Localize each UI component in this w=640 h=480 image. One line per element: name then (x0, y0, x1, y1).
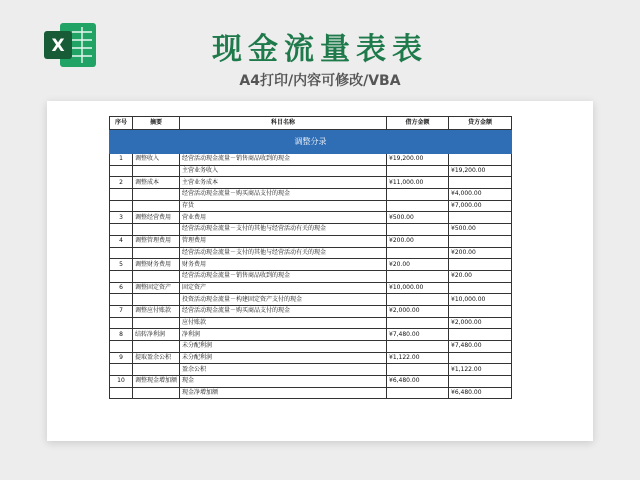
table-row (110, 282, 512, 294)
cell-summary[interactable] (133, 387, 180, 399)
col-header-no: 序号 (110, 117, 133, 130)
cell-account[interactable]: 盈余公积 (180, 364, 387, 376)
cell-no[interactable] (110, 165, 133, 177)
cell-credit[interactable] (449, 376, 512, 388)
cell-no[interactable] (110, 189, 133, 201)
cell-credit[interactable]: ¥500.00 (449, 224, 512, 236)
cell-credit[interactable]: ¥19,200.00 (449, 165, 512, 177)
cell-no[interactable] (110, 387, 133, 399)
cell-account[interactable]: 经营活动现金流量－支付的其他与经营活动有关的现金 (180, 247, 387, 259)
cell-debit[interactable]: ¥19,200.00 (387, 154, 449, 166)
table-row (110, 154, 512, 166)
cell-account[interactable]: 现金 (180, 376, 387, 388)
cell-no[interactable] (110, 247, 133, 259)
cell-credit[interactable]: ¥4,000.00 (449, 189, 512, 201)
cell-no[interactable] (110, 294, 133, 306)
cell-summary[interactable] (133, 189, 180, 201)
cell-summary[interactable]: 调整应付账款 (133, 305, 180, 317)
cell-credit[interactable]: ¥200.00 (449, 247, 512, 259)
cell-credit[interactable] (449, 177, 512, 189)
cell-account[interactable]: 存货 (180, 200, 387, 212)
table-row (110, 235, 512, 247)
cell-no[interactable] (110, 200, 133, 212)
cell-credit[interactable]: ¥7,000.00 (449, 200, 512, 212)
cell-debit[interactable] (387, 317, 449, 329)
cell-summary[interactable] (133, 341, 180, 353)
page-subtitle: A4打印/内容可修改/VBA (239, 73, 401, 89)
cell-no[interactable] (110, 270, 133, 282)
cell-debit[interactable] (387, 364, 449, 376)
cell-account[interactable]: 经营活动现金流量－销售商品收到的现金 (180, 154, 387, 166)
cell-credit[interactable]: ¥2,000.00 (449, 317, 512, 329)
page-title: 现金流量表表 (212, 32, 428, 67)
cell-summary[interactable]: 调整现金增加额 (133, 376, 180, 388)
cell-credit[interactable] (449, 154, 512, 166)
cell-debit[interactable]: ¥200.00 (387, 235, 449, 247)
cell-summary[interactable]: 结转净利润 (133, 329, 180, 341)
cell-account[interactable]: 经营活动现金流量－支付的其他与经营活动有关的现金 (180, 224, 387, 236)
cell-credit[interactable] (449, 282, 512, 294)
excel-logo-letter: X (51, 36, 65, 56)
table-row (110, 247, 512, 259)
document-page (47, 101, 593, 441)
col-header-summary: 摘要 (133, 117, 180, 130)
cell-account[interactable]: 固定资产 (180, 282, 387, 294)
cell-no[interactable]: 1 (110, 154, 133, 166)
cell-summary[interactable] (133, 317, 180, 329)
table-row (110, 294, 512, 306)
col-header-credit: 贷方金额 (449, 117, 512, 130)
cell-debit[interactable] (387, 247, 449, 259)
table-row (110, 387, 512, 399)
col-header-debit: 借方金额 (387, 117, 449, 130)
cell-debit[interactable] (387, 224, 449, 236)
cell-debit[interactable] (387, 189, 449, 201)
table-row (110, 177, 512, 189)
table-row (110, 189, 512, 201)
cell-no[interactable]: 7 (110, 305, 133, 317)
cell-credit[interactable]: ¥1,122.00 (449, 364, 512, 376)
cell-credit[interactable] (449, 212, 512, 224)
cell-debit[interactable]: ¥2,000.00 (387, 305, 449, 317)
cell-summary[interactable]: 调整管理费用 (133, 235, 180, 247)
cell-summary[interactable] (133, 294, 180, 306)
cell-credit[interactable] (449, 352, 512, 364)
table-row (110, 200, 512, 212)
cell-no[interactable]: 6 (110, 282, 133, 294)
cell-debit[interactable] (387, 341, 449, 353)
table-row (110, 305, 512, 317)
cell-account[interactable]: 现金净增加额 (180, 387, 387, 399)
cell-account[interactable]: 投资活动现金流量－构建固定资产支付的现金 (180, 294, 387, 306)
table-row (110, 224, 512, 236)
cell-account[interactable]: 主营业务收入 (180, 165, 387, 177)
cell-credit[interactable]: ¥10,000.00 (449, 294, 512, 306)
cell-summary[interactable]: 调整收入 (133, 154, 180, 166)
cell-summary[interactable]: 提取盈余公积 (133, 352, 180, 364)
table-banner: 调整分录 (110, 130, 512, 154)
table-row (110, 352, 512, 364)
cell-debit[interactable]: ¥7,480.00 (387, 329, 449, 341)
cell-no[interactable] (110, 364, 133, 376)
cell-debit[interactable] (387, 165, 449, 177)
col-header-account: 科目名称 (180, 117, 387, 130)
cell-debit[interactable]: ¥20.00 (387, 259, 449, 271)
cell-summary[interactable] (133, 200, 180, 212)
cell-credit[interactable]: ¥20.00 (449, 270, 512, 282)
cell-summary[interactable] (133, 364, 180, 376)
cell-no[interactable]: 5 (110, 259, 133, 271)
cell-account[interactable]: 主营业务成本 (180, 177, 387, 189)
cell-debit[interactable]: ¥1,122.00 (387, 352, 449, 364)
cell-account[interactable]: 未分配利润 (180, 341, 387, 353)
cell-credit[interactable]: ¥6,480.00 (449, 387, 512, 399)
cell-account[interactable]: 经营活动现金流量－销售商品收到的现金 (180, 270, 387, 282)
cell-no[interactable]: 4 (110, 235, 133, 247)
cell-no[interactable] (110, 317, 133, 329)
cell-account[interactable]: 经营活动现金流量－购买商品支付的现金 (180, 189, 387, 201)
cell-credit[interactable] (449, 305, 512, 317)
table-row (110, 329, 512, 341)
cell-account[interactable]: 未分配利润 (180, 352, 387, 364)
cell-debit[interactable] (387, 200, 449, 212)
cell-no[interactable]: 3 (110, 212, 133, 224)
cashflow-table (109, 116, 512, 399)
cell-credit[interactable] (449, 235, 512, 247)
table-row (110, 364, 512, 376)
cell-no[interactable]: 10 (110, 376, 133, 388)
cell-credit[interactable] (449, 259, 512, 271)
cell-debit[interactable]: ¥500.00 (387, 212, 449, 224)
cell-summary[interactable] (133, 165, 180, 177)
cell-debit[interactable]: ¥11,000.00 (387, 177, 449, 189)
table-row (110, 341, 512, 353)
cell-summary[interactable]: 调整固定资产 (133, 282, 180, 294)
cell-account[interactable]: 经营活动现金流量－购买商品支付的现金 (180, 305, 387, 317)
table-row (110, 259, 512, 271)
cell-debit[interactable] (387, 294, 449, 306)
cell-debit[interactable] (387, 387, 449, 399)
cell-no[interactable] (110, 224, 133, 236)
table-row (110, 376, 512, 388)
table-row (110, 212, 512, 224)
table-banner-row (110, 130, 512, 154)
cell-credit[interactable] (449, 329, 512, 341)
cell-no[interactable]: 9 (110, 352, 133, 364)
cell-no[interactable] (110, 341, 133, 353)
cell-debit[interactable]: ¥6,480.00 (387, 376, 449, 388)
table-row (110, 270, 512, 282)
cell-summary[interactable]: 调整成本 (133, 177, 180, 189)
cell-debit[interactable]: ¥10,000.00 (387, 282, 449, 294)
cell-summary[interactable]: 调整财务费用 (133, 259, 180, 271)
cell-credit[interactable]: ¥7,480.00 (449, 341, 512, 353)
cell-summary[interactable] (133, 270, 180, 282)
table-header-row (110, 117, 512, 130)
cell-summary[interactable]: 调整经营费用 (133, 212, 180, 224)
cell-account[interactable]: 财务费用 (180, 259, 387, 271)
cell-no[interactable]: 8 (110, 329, 133, 341)
cell-account[interactable]: 管理费用 (180, 235, 387, 247)
cell-account[interactable]: 应付账款 (180, 317, 387, 329)
cell-summary[interactable] (133, 247, 180, 259)
table-row (110, 317, 512, 329)
cell-no[interactable]: 2 (110, 177, 133, 189)
cell-account[interactable]: 净利润 (180, 329, 387, 341)
table-row (110, 165, 512, 177)
cell-debit[interactable] (387, 270, 449, 282)
cell-summary[interactable] (133, 224, 180, 236)
cell-account[interactable]: 营业费用 (180, 212, 387, 224)
